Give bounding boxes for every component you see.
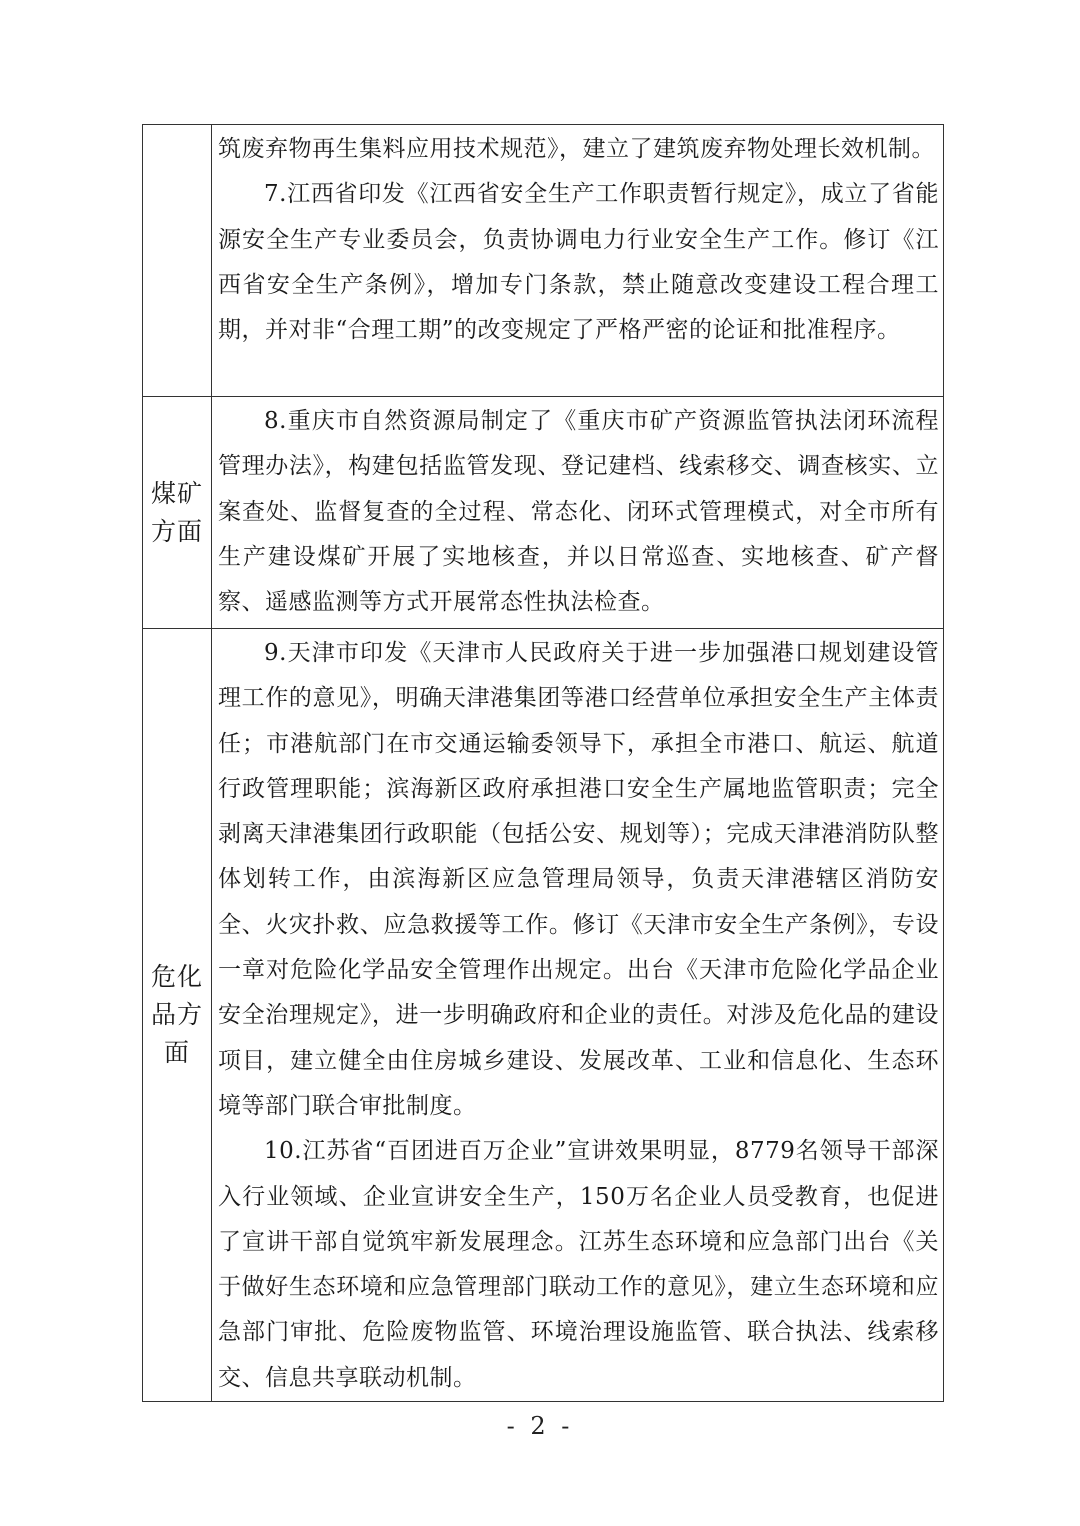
table-row xyxy=(143,397,944,629)
table-row xyxy=(143,629,944,1402)
paragraph-item-7: 7.江西省印发《江西省安全生产工作职责暂行规定》，成立了省能源安全生产专业委员会，负责协调电力行业安全生产工作。修订《江西省安全生产条例》，增加专门条款，禁止随意改变建设工程合理工期，并对非“合理工期”的改变规定了严格严密的论证和批准程序。 xyxy=(218,181,939,344)
content-cell xyxy=(212,125,944,397)
content-cell xyxy=(212,629,944,1402)
paragraph-item-9: 9.天津市印发《天津市人民政府关于进一步加强港口规划建设管理工作的意见》，明确天津港集团等港口经营单位承担安全生产主体责任；市港航部门在市交通运输委领导下，承担全市港口、航运、航道行政管理职能；滨海新区政府承担港口安全生产属地监管职责；完全剥离天津港集团行政职能（包括公安、规划等）；完成天津港消防队整体划转工作，由滨海新区应急管理局领导，负责天津港辖区消防安全、火灾扑救、应急救援等工作。修订《天津市安全生产条例》，专设一章对危险化学品安全管理作出规定。出台《天津市危险化学品企业安全治理规定》，进一步明确政府和企业的责任。对涉及危化品的建设项目，建立健全由住房城乡建设、发展改革、工业和信息化、生态环境等部门联合审批制度。 xyxy=(218,640,939,1119)
table-row xyxy=(143,125,944,397)
category-label: 煤矿方面 xyxy=(151,478,204,546)
paragraph-item-8: 8.重庆市自然资源局制定了《重庆市矿产资源监管执法闭环流程管理办法》，构建包括监管发现、登记建档、线索移交、调查核实、立案查处、监督复查的全过程、常态化、闭环式管理模式，对全市所有生产建设煤矿开展了实地核查，并以日常巡查、实地核查、矿产督察、遥感监测等方式开展常态性执法检查。 xyxy=(218,408,939,616)
page-number: - 2 - xyxy=(506,1412,574,1440)
category-label: 危化品方面 xyxy=(151,962,204,1068)
paragraph-continued: 筑废弃物再生集料应用技术规范》，建立了建筑废弃物处理长效机制。 xyxy=(218,136,935,162)
category-cell-coal-mining xyxy=(143,397,212,629)
category-cell-hazardous-chemicals xyxy=(143,629,212,1402)
category-cell-empty xyxy=(143,125,212,397)
document-table xyxy=(142,124,944,1402)
content-cell xyxy=(212,397,944,629)
paragraph-item-10: 10.江苏省“百团进百万企业”宣讲效果明显，8779名领导干部深入行业领域、企业宣讲安全生产，150万名企业人员受教育，也促进了宣讲干部自觉筑牢新发展理念。江苏生态环境和应急部门出台《关于做好生态环境和应急管理部门联动工作的意见》，建立生态环境和应急部门审批、危险废物监管、环境治理设施监管、联合执法、线索移交、信息共享联动机制。 xyxy=(218,1138,939,1391)
